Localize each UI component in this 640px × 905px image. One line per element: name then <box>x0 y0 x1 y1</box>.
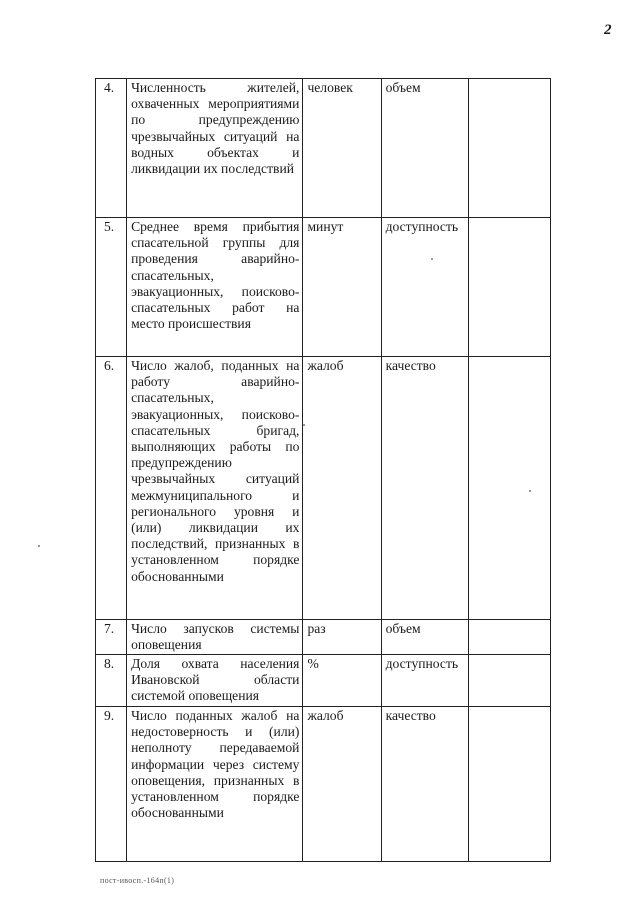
scan-speck <box>303 424 305 426</box>
table-row <box>96 620 551 655</box>
page-number: 2 <box>604 22 612 38</box>
table-row <box>96 655 551 707</box>
value-cell <box>468 357 550 620</box>
row-number: 4. <box>96 79 127 218</box>
value-cell <box>468 79 550 218</box>
scan-speck <box>431 258 433 260</box>
indicator-type: доступность <box>381 218 468 357</box>
unit-of-measure: % <box>303 655 381 707</box>
row-number: 5. <box>96 218 127 357</box>
indicator-type: качество <box>381 707 468 862</box>
row-number: 9. <box>96 707 127 862</box>
indicator-type: объем <box>381 79 468 218</box>
value-cell <box>468 707 550 862</box>
value-cell <box>468 218 550 357</box>
value-cell <box>468 655 550 707</box>
indicator-name: Среднее время прибытия спасательной группы для проведения аварийно-спасательных, эвакуационных, поисково-спасательных работ на место происшествия <box>127 218 303 357</box>
unit-of-measure: человек <box>303 79 381 218</box>
row-number: 8. <box>96 655 127 707</box>
indicator-name: Число поданных жалоб на недостоверность и (или) неполноту передаваемой информации через систему оповещения, признанных в установленном порядке обоснованными <box>127 707 303 862</box>
unit-of-measure: жалоб <box>303 357 381 620</box>
indicator-name: Доля охвата населения Ивановской области системой оповещения <box>127 655 303 707</box>
table-row <box>96 707 551 862</box>
indicator-type: доступность <box>381 655 468 707</box>
unit-of-measure: раз <box>303 620 381 655</box>
document-footer: пост-ивосп.-164п(1) <box>100 876 175 885</box>
unit-of-measure: жалоб <box>303 707 381 862</box>
scan-speck <box>38 545 40 547</box>
indicator-name: Численность жителей, охваченных мероприятиями по предупреждению чрезвычайных ситуаций на водных объектах и ликвидации их последствий <box>127 79 303 218</box>
table-row <box>96 357 551 620</box>
unit-of-measure: минут <box>303 218 381 357</box>
row-number: 7. <box>96 620 127 655</box>
scan-speck <box>529 490 531 492</box>
indicator-name: Число жалоб, поданных на работу аварийно-спасательных, эвакуационных, поисково-спасательных бригад, выполняющих работы по предупреждению чрезвычайных ситуаций межмуниципального и регионального уровня и (или) ликвидации их последствий, признанных в установленном порядке обоснованными <box>127 357 303 620</box>
indicator-type: качество <box>381 357 468 620</box>
indicator-name: Число запусков системы оповещения <box>127 620 303 655</box>
row-number: 6. <box>96 357 127 620</box>
table-row <box>96 79 551 218</box>
value-cell <box>468 620 550 655</box>
indicators-table <box>95 78 551 862</box>
indicator-type: объем <box>381 620 468 655</box>
table-row <box>96 218 551 357</box>
